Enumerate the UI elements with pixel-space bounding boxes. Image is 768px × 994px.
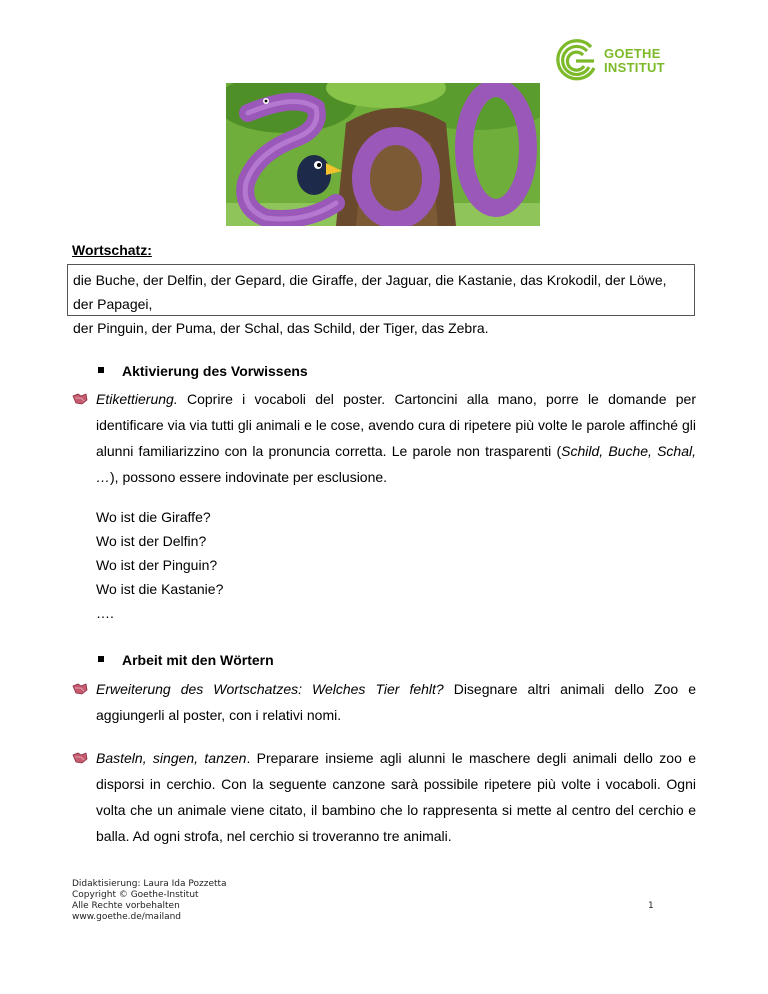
footer-rights: Alle Rechte vorbehalten [72, 901, 180, 911]
etikettierung-label: Etikettierung. [96, 391, 178, 407]
logo-line-2: INSTITUT [604, 60, 665, 75]
question-item: Wo ist die Kastanie? [96, 581, 224, 597]
question-list [96, 505, 223, 625]
section-1-heading [98, 363, 308, 379]
section-2-title: Arbeit mit den Wörtern [122, 652, 274, 668]
footer-author: Didaktisierung: Laura Ida Pozzetta [72, 879, 227, 889]
erweiterung-paragraph [96, 676, 696, 728]
etikettierung-paragraph [96, 386, 696, 490]
logo-line-1: GOETHE [604, 46, 661, 61]
puzzle-piece-icon [72, 392, 88, 406]
question-item: Wo ist der Pinguin? [96, 557, 218, 573]
goethe-logo-icon [553, 38, 599, 84]
question-item: Wo ist der Delfin? [96, 533, 207, 549]
footer-website: www.goethe.de/mailand [72, 912, 182, 922]
footer-copyright: Copyright © Goethe-Institut [72, 890, 199, 900]
footer [72, 879, 227, 923]
basteln-label: Basteln, singen, tanzen [96, 750, 247, 766]
vocabulary-box [67, 264, 695, 336]
page-number: 1 [648, 901, 654, 911]
vocabulary-line-2: der Pinguin, der Puma, der Schal, das Schild, der Tiger, das Zebra. [73, 320, 489, 336]
question-ellipsis: …. [96, 605, 114, 621]
basteln-paragraph [96, 745, 696, 849]
square-bullet-icon [98, 656, 104, 662]
etikettierung-examples: Schild, Buche, Schal, … [96, 443, 696, 485]
section-1-title: Aktivierung des Vorwissens [122, 363, 308, 379]
square-bullet-icon [98, 367, 104, 373]
logo-text [604, 47, 665, 75]
section-2-heading [98, 652, 274, 668]
puzzle-piece-icon [72, 682, 88, 696]
question-item: Wo ist die Giraffe? [96, 509, 211, 525]
basteln-text: . Preparare insieme agli alunni le maschere degli animali dello zoo e disporsi in cerchio. Con la seguente canzone sarà possibile ripetere più volte i vocaboli. Ogni volta che un animale viene citato, il bambino che lo rappresenta si mette al centro del cerchio e balla. Ad ogni strofa, nel cerchio si troveranno tre animali. [96, 750, 696, 844]
zoo-illustration [226, 83, 540, 226]
etikettierung-text-end: ), possono essere indovinate per esclusione. [110, 469, 388, 485]
erweiterung-text: Disegnare altri animali dello Zoo e aggiungerli al poster, con i relativi nomi. [96, 681, 696, 723]
goethe-institut-logo [553, 38, 665, 84]
vocabulary-line-1: die Buche, der Delfin, der Gepard, die Giraffe, der Jaguar, die Kastanie, das Krokodil, der Löwe, der Papagei, [73, 272, 667, 312]
puzzle-piece-icon [72, 751, 88, 765]
zoo-illustration-icon [226, 83, 540, 226]
etikettierung-text: Coprire i vocaboli del poster. Cartoncini alla mano, porre le domande per identificare via via tutti gli animali e le cose, avendo cura di ripetere più volte le parole affinché gli alunni familiarizzino con la pronuncia corretta. Le parole non trasparenti ( [96, 391, 696, 459]
erweiterung-label: Erweiterung des Wortschatzes: Welches Tier fehlt? [96, 681, 444, 697]
vocabulary-heading: Wortschatz: [72, 242, 152, 258]
